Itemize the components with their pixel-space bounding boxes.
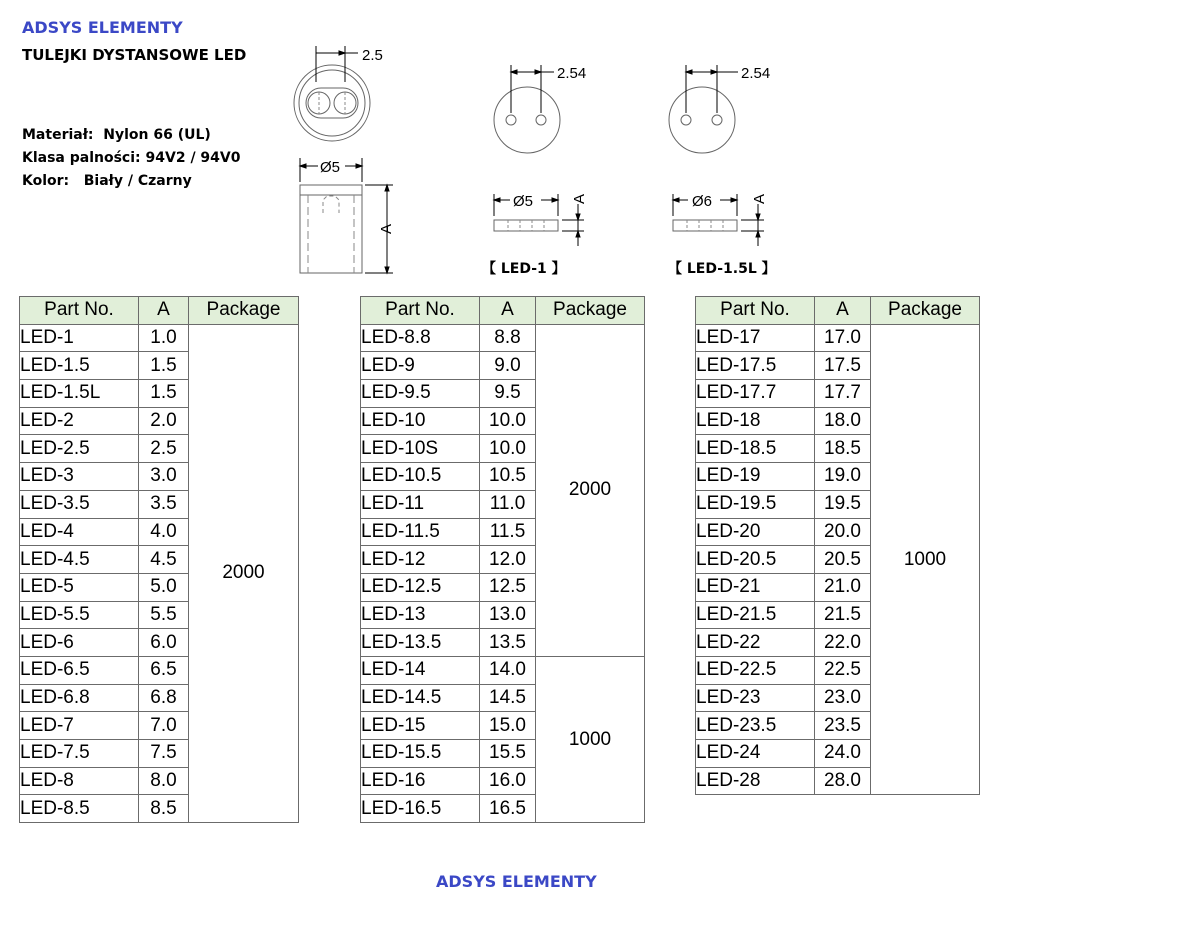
part-number-cell: LED-20 <box>696 518 815 546</box>
part-number-cell: LED-3 <box>20 463 139 491</box>
part-number-cell: LED-9.5 <box>361 380 480 408</box>
a-value-cell: 16.0 <box>480 767 536 795</box>
a-value-cell: 17.5 <box>815 352 871 380</box>
header-part-no: Part No. <box>20 297 139 325</box>
a-value-cell: 18.5 <box>815 435 871 463</box>
a-value-cell: 17.0 <box>815 324 871 352</box>
a-value-cell: 17.7 <box>815 380 871 408</box>
a-value-cell: 15.5 <box>480 740 536 768</box>
header-package: Package <box>189 297 299 325</box>
a-value-cell: 20.0 <box>815 518 871 546</box>
package-cell: 2000 <box>189 324 299 822</box>
part-number-cell: LED-15.5 <box>361 740 480 768</box>
header-package: Package <box>871 297 980 325</box>
parts-table-3 <box>695 296 980 795</box>
part-number-cell: LED-19.5 <box>696 490 815 518</box>
brand-top: ADSYS ELEMENTY <box>22 18 183 37</box>
spec-material: Materiał: Nylon 66 (UL) <box>22 127 211 143</box>
a-value-cell: 21.0 <box>815 573 871 601</box>
part-number-cell: LED-21 <box>696 573 815 601</box>
part-number-cell: LED-1.5 <box>20 352 139 380</box>
dim-led15l-diameter: Ø6 <box>692 193 713 210</box>
a-value-cell: 1.5 <box>139 380 189 408</box>
a-value-cell: 9.5 <box>480 380 536 408</box>
part-number-cell: LED-12.5 <box>361 573 480 601</box>
a-value-cell: 11.5 <box>480 518 536 546</box>
a-value-cell: 8.8 <box>480 324 536 352</box>
part-number-cell: LED-14 <box>361 656 480 684</box>
a-value-cell: 1.0 <box>139 324 189 352</box>
header-a: A <box>139 297 189 325</box>
part-number-cell: LED-9 <box>361 352 480 380</box>
part-number-cell: LED-12 <box>361 546 480 574</box>
part-number-cell: LED-28 <box>696 767 815 795</box>
part-number-cell: LED-6.5 <box>20 656 139 684</box>
a-value-cell: 10.5 <box>480 463 536 491</box>
part-number-cell: LED-24 <box>696 740 815 768</box>
a-value-cell: 8.0 <box>139 767 189 795</box>
part-number-cell: LED-5 <box>20 573 139 601</box>
package-cell: 1000 <box>536 656 645 822</box>
part-number-cell: LED-10.5 <box>361 463 480 491</box>
a-value-cell: 6.5 <box>139 656 189 684</box>
part-number-cell: LED-10S <box>361 435 480 463</box>
a-value-cell: 22.5 <box>815 656 871 684</box>
part-number-cell: LED-13 <box>361 601 480 629</box>
part-number-cell: LED-4 <box>20 518 139 546</box>
a-value-cell: 2.5 <box>139 435 189 463</box>
part-number-cell: LED-14.5 <box>361 684 480 712</box>
part-number-cell: LED-4.5 <box>20 546 139 574</box>
part-number-cell: LED-21.5 <box>696 601 815 629</box>
part-number-cell: LED-11 <box>361 490 480 518</box>
dim-pitch-top: 2.5 <box>362 47 383 64</box>
part-number-cell: LED-23.5 <box>696 712 815 740</box>
page-title: TULEJKI DYSTANSOWE LED <box>22 46 247 64</box>
a-value-cell: 11.0 <box>480 490 536 518</box>
led1-top-view <box>494 65 560 153</box>
part-number-cell: LED-17 <box>696 324 815 352</box>
part-number-cell: LED-18 <box>696 407 815 435</box>
a-value-cell: 15.0 <box>480 712 536 740</box>
part-number-cell: LED-6 <box>20 629 139 657</box>
dim-led15l-pitch: 2.54 <box>741 65 771 82</box>
a-value-cell: 24.0 <box>815 740 871 768</box>
header-part-no: Part No. <box>361 297 480 325</box>
part-number-cell: LED-17.7 <box>696 380 815 408</box>
part-number-cell: LED-10 <box>361 407 480 435</box>
part-number-cell: LED-1 <box>20 324 139 352</box>
a-value-cell: 28.0 <box>815 767 871 795</box>
part-number-cell: LED-20.5 <box>696 546 815 574</box>
dim-a-side: A <box>378 223 395 235</box>
bushing-side-view <box>300 158 393 273</box>
dim-led1-diameter: Ø5 <box>513 193 534 210</box>
a-value-cell: 6.0 <box>139 629 189 657</box>
led15l-top-view <box>669 65 738 153</box>
header-a: A <box>815 297 871 325</box>
part-number-cell: LED-13.5 <box>361 629 480 657</box>
a-value-cell: 3.0 <box>139 463 189 491</box>
a-value-cell: 1.5 <box>139 352 189 380</box>
parts-table-2 <box>360 296 645 823</box>
part-number-cell: LED-3.5 <box>20 490 139 518</box>
part-number-cell: LED-22.5 <box>696 656 815 684</box>
part-number-cell: LED-11.5 <box>361 518 480 546</box>
a-value-cell: 13.5 <box>480 629 536 657</box>
part-number-cell: LED-8.5 <box>20 795 139 823</box>
a-value-cell: 14.5 <box>480 684 536 712</box>
part-number-cell: LED-19 <box>696 463 815 491</box>
part-number-cell: LED-16 <box>361 767 480 795</box>
a-value-cell: 22.0 <box>815 629 871 657</box>
package-cell: 1000 <box>871 324 980 795</box>
dim-led1-pitch: 2.54 <box>557 65 587 82</box>
a-value-cell: 12.5 <box>480 573 536 601</box>
part-number-cell: LED-18.5 <box>696 435 815 463</box>
a-value-cell: 21.5 <box>815 601 871 629</box>
a-value-cell: 16.5 <box>480 795 536 823</box>
a-value-cell: 23.0 <box>815 684 871 712</box>
brand-bottom: ADSYS ELEMENTY <box>436 872 597 891</box>
a-value-cell: 18.0 <box>815 407 871 435</box>
a-value-cell: 3.5 <box>139 490 189 518</box>
a-value-cell: 10.0 <box>480 407 536 435</box>
a-value-cell: 5.5 <box>139 601 189 629</box>
part-number-cell: LED-8.8 <box>361 324 480 352</box>
parts-table-1 <box>19 296 299 823</box>
table-row <box>696 324 980 352</box>
part-number-cell: LED-1.5L <box>20 380 139 408</box>
header-a: A <box>480 297 536 325</box>
dim-diameter-side: Ø5 <box>320 159 341 176</box>
part-number-cell: LED-2.5 <box>20 435 139 463</box>
table-row <box>361 656 645 684</box>
part-number-cell: LED-15 <box>361 712 480 740</box>
part-number-cell: LED-23 <box>696 684 815 712</box>
a-value-cell: 8.5 <box>139 795 189 823</box>
dim-a-led1: A <box>571 193 588 205</box>
a-value-cell: 2.0 <box>139 407 189 435</box>
a-value-cell: 10.0 <box>480 435 536 463</box>
caption-led1: 【 LED-1 】 <box>482 261 566 277</box>
technical-drawing <box>0 0 1184 290</box>
a-value-cell: 14.0 <box>480 656 536 684</box>
a-value-cell: 19.5 <box>815 490 871 518</box>
dim-a-led15l: A <box>751 193 768 205</box>
part-number-cell: LED-5.5 <box>20 601 139 629</box>
part-number-cell: LED-7.5 <box>20 740 139 768</box>
part-number-cell: LED-6.8 <box>20 684 139 712</box>
a-value-cell: 7.5 <box>139 740 189 768</box>
a-value-cell: 19.0 <box>815 463 871 491</box>
part-number-cell: LED-22 <box>696 629 815 657</box>
spec-color: Kolor: Biały / Czarny <box>22 173 192 189</box>
part-number-cell: LED-2 <box>20 407 139 435</box>
bushing-top-view <box>294 46 370 141</box>
part-number-cell: LED-16.5 <box>361 795 480 823</box>
a-value-cell: 12.0 <box>480 546 536 574</box>
a-value-cell: 5.0 <box>139 573 189 601</box>
header-part-no: Part No. <box>696 297 815 325</box>
header-package: Package <box>536 297 645 325</box>
caption-led15l: 【 LED-1.5L 】 <box>668 261 776 277</box>
part-number-cell: LED-7 <box>20 712 139 740</box>
a-value-cell: 23.5 <box>815 712 871 740</box>
a-value-cell: 4.0 <box>139 518 189 546</box>
table-row <box>361 324 645 352</box>
a-value-cell: 4.5 <box>139 546 189 574</box>
a-value-cell: 7.0 <box>139 712 189 740</box>
part-number-cell: LED-17.5 <box>696 352 815 380</box>
a-value-cell: 20.5 <box>815 546 871 574</box>
table-row <box>20 324 299 352</box>
part-number-cell: LED-8 <box>20 767 139 795</box>
spec-flammability: Klasa palności: 94V2 / 94V0 <box>22 150 241 166</box>
package-cell: 2000 <box>536 324 645 656</box>
a-value-cell: 6.8 <box>139 684 189 712</box>
a-value-cell: 13.0 <box>480 601 536 629</box>
a-value-cell: 9.0 <box>480 352 536 380</box>
